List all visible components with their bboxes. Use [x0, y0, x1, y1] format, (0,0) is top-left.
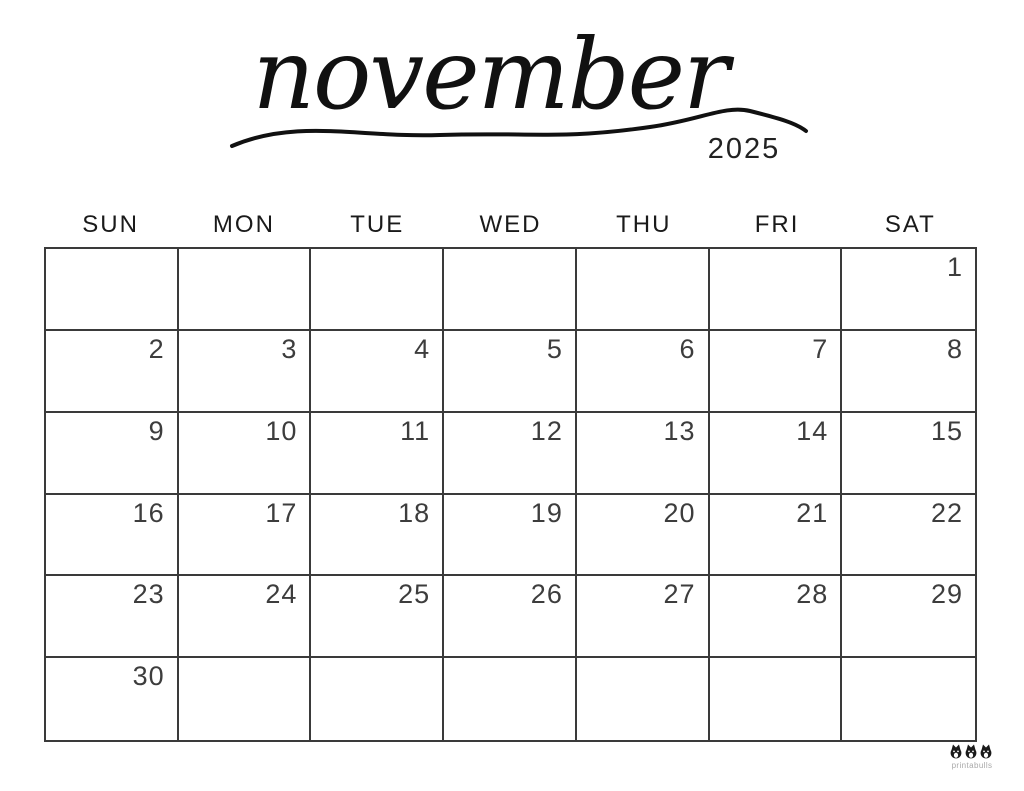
day-cell-4: 4: [311, 331, 444, 413]
day-cell: [577, 249, 710, 331]
day-cell-30: 30: [46, 658, 179, 740]
day-cell-29: 29: [842, 576, 975, 658]
day-cell: [710, 658, 843, 740]
day-cell-15: 15: [842, 413, 975, 495]
day-cell: [444, 249, 577, 331]
weekday-header-row: [44, 211, 977, 243]
day-cell-28: 28: [710, 576, 843, 658]
day-cell-27: 27: [577, 576, 710, 658]
weekday-mon: MON: [212, 211, 275, 238]
day-cell-25: 25: [311, 576, 444, 658]
day-cell-2: 2: [46, 331, 179, 413]
day-cell: [577, 658, 710, 740]
day-cell-24: 24: [179, 576, 312, 658]
day-cell-23: 23: [46, 576, 179, 658]
day-cell-19: 19: [444, 495, 577, 577]
day-cell-17: 17: [179, 495, 312, 577]
weekday-tue: TUE: [350, 211, 405, 238]
day-cell-8: 8: [842, 331, 975, 413]
weekday-fri: FRI: [754, 211, 800, 238]
day-cell: [46, 249, 179, 331]
watermark-text: printabulls: [951, 761, 993, 770]
printabulls-watermark: [944, 744, 1000, 770]
day-cell-16: 16: [46, 495, 179, 577]
calendar-grid: [44, 247, 977, 742]
day-cell: [842, 658, 975, 740]
day-cell-14: 14: [710, 413, 843, 495]
day-cell-10: 10: [179, 413, 312, 495]
day-cell-5: 5: [444, 331, 577, 413]
day-cell-7: 7: [710, 331, 843, 413]
three-dog-faces-icon: [950, 744, 994, 760]
day-cell-12: 12: [444, 413, 577, 495]
day-cell-20: 20: [577, 495, 710, 577]
day-cell: [179, 658, 312, 740]
day-cell-11: 11: [311, 413, 444, 495]
day-cell-13: 13: [577, 413, 710, 495]
day-cell: [311, 658, 444, 740]
day-cell-9: 9: [46, 413, 179, 495]
day-cell-1: 1: [842, 249, 975, 331]
day-cell: [444, 658, 577, 740]
month-title: november: [252, 18, 728, 131]
day-cell: [179, 249, 312, 331]
year-label: 2025: [707, 133, 781, 165]
weekday-thu: THU: [616, 211, 672, 238]
day-cell-26: 26: [444, 576, 577, 658]
day-cell-21: 21: [710, 495, 843, 577]
weekday-wed: WED: [479, 211, 542, 238]
day-cell-18: 18: [311, 495, 444, 577]
weekday-sat: SAT: [884, 211, 936, 238]
day-cell: [311, 249, 444, 331]
day-cell: [710, 249, 843, 331]
day-cell-3: 3: [179, 331, 312, 413]
day-cell-22: 22: [842, 495, 975, 577]
day-cell-6: 6: [577, 331, 710, 413]
weekday-sun: SUN: [82, 211, 139, 238]
